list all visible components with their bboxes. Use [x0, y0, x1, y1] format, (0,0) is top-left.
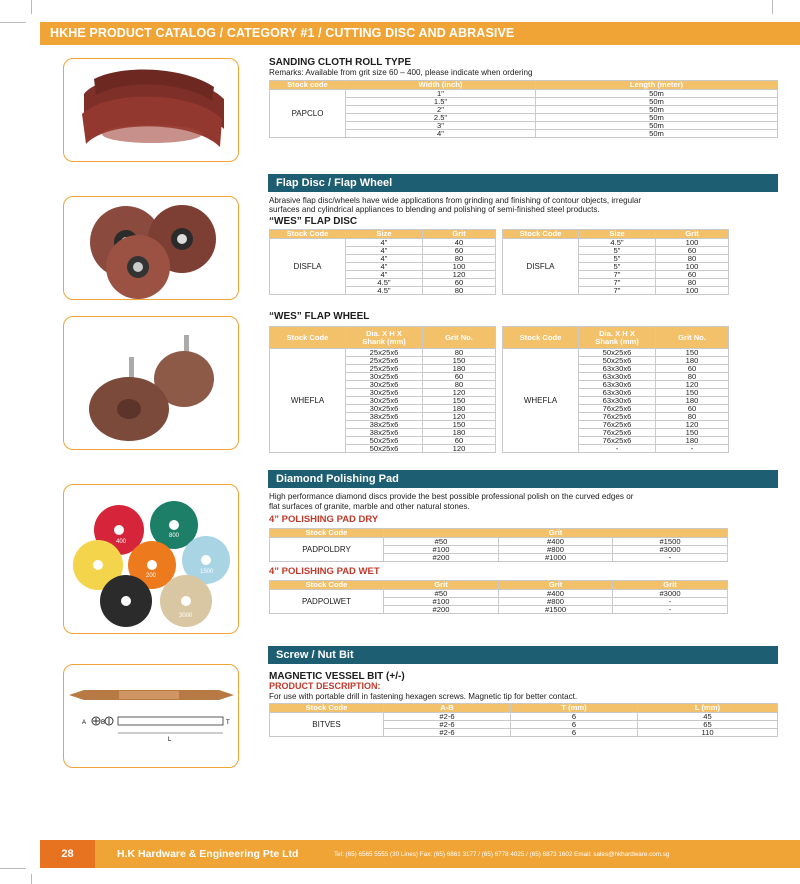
- table-cell: 80: [656, 279, 729, 287]
- table-cell: 4": [346, 263, 423, 271]
- table-cell: 4": [346, 239, 423, 247]
- table-cell: 120: [423, 271, 496, 279]
- table-row: [270, 106, 778, 114]
- col-header: Grit: [384, 529, 728, 538]
- table-cell: 4": [346, 130, 536, 138]
- table-cell: 150: [423, 421, 496, 429]
- vessel-bit-desc: For use with portable drill in fastening hexagen screws. Magnetic tip for better contact.: [269, 692, 578, 701]
- flap-wheel-table-left: [269, 326, 496, 453]
- table-cell: 25x25x6: [346, 357, 423, 365]
- col-header: A-B: [384, 704, 511, 713]
- table-cell: 100: [656, 263, 729, 271]
- table-cell: 60: [656, 365, 729, 373]
- diamond-pad-photo: [63, 484, 239, 634]
- col-header: Stock Code: [270, 704, 384, 713]
- flap-wheel-photo: [63, 316, 239, 450]
- sanding-remarks: Remarks: Available from grit size 60 – 400, please indicate when ordering: [269, 68, 533, 77]
- diagram-label: A: [82, 720, 87, 726]
- table-cell: 4": [346, 247, 423, 255]
- sanding-table: [269, 80, 778, 138]
- table-row: [270, 98, 778, 106]
- table-cell: 30x25x6: [346, 397, 423, 405]
- section-bar-flap: Flap Disc / Flap Wheel: [268, 174, 778, 192]
- dry-title: 4” POLISHING PAD DRY: [269, 514, 379, 525]
- table-cell: #50: [384, 590, 499, 598]
- table-cell: #1000: [499, 554, 613, 562]
- wet-table: [269, 580, 728, 614]
- table-cell: 50m: [536, 130, 778, 138]
- col-header: T (mm): [511, 704, 638, 713]
- pad-label: 800: [169, 533, 180, 539]
- table-cell: 4.5": [346, 279, 423, 287]
- table-cell: #1500: [613, 538, 728, 546]
- table-cell: 6: [511, 721, 638, 729]
- table-cell: 4.5": [579, 239, 656, 247]
- flap-disc-photo: [63, 196, 239, 300]
- table-cell: 50x25x6: [579, 349, 656, 357]
- table-cell: #200: [384, 554, 499, 562]
- table-cell: 7": [579, 279, 656, 287]
- table-cell: 25x25x6: [346, 349, 423, 357]
- table-cell: 2": [346, 106, 536, 114]
- flap-desc-2: surfaces and cylindrical appliances to blending and polishing of semi-finished steel products.: [269, 205, 600, 214]
- stock-code-cell: PADPOLWET: [270, 590, 384, 614]
- table-cell: 5": [579, 255, 656, 263]
- flap-wheel-title: “WES” FLAP WHEEL: [269, 311, 370, 322]
- vessel-bit-photo: [63, 664, 239, 768]
- col-header: Grit: [499, 581, 613, 590]
- table-cell: 80: [656, 255, 729, 263]
- col-header: Stock Code: [270, 230, 346, 239]
- table-cell: 120: [656, 421, 729, 429]
- vessel-bit-table: [269, 703, 778, 737]
- table-cell: #200: [384, 606, 499, 614]
- diagram-label: T: [226, 720, 230, 726]
- table-cell: #2-6: [384, 729, 511, 737]
- table-cell: #2-6: [384, 721, 511, 729]
- table-cell: 80: [423, 255, 496, 263]
- table-cell: 5": [579, 247, 656, 255]
- table-cell: 60: [656, 247, 729, 255]
- flap-desc-1: Abrasive flap disc/wheels have wide applications from grinding and finishing of contour objects, irregular: [269, 196, 642, 205]
- stock-code-cell: WHEFLA: [503, 349, 579, 453]
- table-cell: 4": [346, 271, 423, 279]
- table-cell: 120: [423, 445, 496, 453]
- sanding-title: SANDING CLOTH ROLL TYPE: [269, 57, 412, 68]
- table-cell: 1": [346, 90, 536, 98]
- table-cell: #3000: [613, 590, 728, 598]
- table-cell: 60: [656, 405, 729, 413]
- table-cell: 7": [579, 271, 656, 279]
- table-cell: 38x25x6: [346, 413, 423, 421]
- section-bar-screw: Screw / Nut Bit: [268, 646, 778, 664]
- table-row: [270, 130, 778, 138]
- table-cell: 100: [656, 239, 729, 247]
- col-header: Size: [346, 230, 423, 239]
- col-header: Dia. X H X: [366, 328, 402, 338]
- col-header: Stock Code: [503, 327, 579, 349]
- table-cell: 3": [346, 122, 536, 130]
- table-cell: 80: [423, 349, 496, 357]
- stock-code-cell: BITVES: [270, 713, 384, 737]
- product-desc-label: PRODUCT DESCRIPTION:: [269, 681, 381, 691]
- page-number: 28: [40, 840, 95, 868]
- table-row: [270, 122, 778, 130]
- col-header: Shank (mm): [595, 336, 639, 346]
- section-bar-diamond: Diamond Polishing Pad: [268, 470, 778, 488]
- table-cell: 63x30x6: [579, 373, 656, 381]
- table-row: [270, 713, 778, 721]
- table-cell: 180: [656, 437, 729, 445]
- col-header: Stock Code: [270, 581, 384, 590]
- table-cell: 150: [656, 349, 729, 357]
- table-cell: 80: [656, 373, 729, 381]
- table-cell: #400: [499, 538, 613, 546]
- col-header: Grit: [613, 581, 728, 590]
- table-row: [270, 114, 778, 122]
- table-cell: 150: [423, 357, 496, 365]
- crop-mark: [772, 0, 773, 14]
- table-cell: 120: [423, 413, 496, 421]
- table-cell: 30x25x6: [346, 381, 423, 389]
- table-cell: 1.5": [346, 98, 536, 106]
- crop-mark: [31, 874, 32, 884]
- table-cell: #100: [384, 598, 499, 606]
- pad-label: 3000: [179, 613, 193, 619]
- table-cell: 110: [638, 729, 778, 737]
- table-cell: 80: [423, 287, 496, 295]
- pad-label: 400: [116, 539, 127, 545]
- flap-disc-table-right: [502, 229, 729, 295]
- table-cell: 30x25x6: [346, 373, 423, 381]
- table-cell: 180: [423, 405, 496, 413]
- table-cell: 50x25x6: [579, 357, 656, 365]
- dry-table: [269, 528, 728, 562]
- table-row: [270, 590, 728, 598]
- table-cell: 63x30x6: [579, 389, 656, 397]
- col-header: Width (inch): [346, 81, 536, 90]
- table-cell: 2.5": [346, 114, 536, 122]
- diagram-label: L: [168, 737, 172, 743]
- col-header: Stock code: [270, 81, 346, 90]
- table-cell: 150: [423, 397, 496, 405]
- table-cell: #2-6: [384, 713, 511, 721]
- table-cell: 100: [423, 263, 496, 271]
- col-header: Shank (mm): [362, 336, 406, 346]
- table-cell: 76x25x6: [579, 413, 656, 421]
- table-cell: 30x25x6: [346, 405, 423, 413]
- table-cell: 4": [346, 255, 423, 263]
- table-cell: 60: [423, 373, 496, 381]
- table-cell: #400: [499, 590, 613, 598]
- table-cell: #50: [384, 538, 499, 546]
- table-cell: -: [613, 554, 728, 562]
- flap-disc-table-left: [269, 229, 496, 295]
- table-cell: 80: [656, 413, 729, 421]
- flap-wheel-table-right: [502, 326, 729, 453]
- crop-mark: [0, 868, 26, 869]
- wet-title: 4” POLISHING PAD WET: [269, 566, 380, 577]
- col-header: Dia. X H X: [599, 328, 635, 338]
- contact-info: Tel: (65) 6565 5555 (30 Lines) Fax: (65) 6861 3177 / (65) 6778 4025 / (65) 6873 1602 Email: sales@hkhardware.com.sg: [334, 851, 670, 858]
- table-cell: #100: [384, 546, 499, 554]
- table-cell: 180: [656, 357, 729, 365]
- col-header: L (mm): [638, 704, 778, 713]
- table-cell: 60: [423, 247, 496, 255]
- table-cell: 76x25x6: [579, 429, 656, 437]
- table-cell: -: [579, 445, 656, 453]
- table-cell: 80: [423, 381, 496, 389]
- table-cell: 76x25x6: [579, 421, 656, 429]
- table-cell: 150: [656, 429, 729, 437]
- table-cell: 60: [656, 271, 729, 279]
- stock-code-cell: PADPOLDRY: [270, 538, 384, 562]
- table-cell: 150: [656, 389, 729, 397]
- table-cell: 50m: [536, 98, 778, 106]
- table-cell: 63x30x6: [579, 381, 656, 389]
- table-cell: 40: [423, 239, 496, 247]
- sanding-roll-photo: [63, 58, 239, 162]
- col-header: Size: [579, 230, 656, 239]
- table-row: [270, 90, 778, 98]
- table-cell: 30x25x6: [346, 389, 423, 397]
- col-header: Grit No.: [656, 327, 729, 349]
- stock-code-cell: PAPCLO: [270, 90, 346, 138]
- table-cell: 50m: [536, 122, 778, 130]
- crop-mark: [31, 0, 32, 14]
- stock-code-cell: DISFLA: [503, 239, 579, 295]
- table-cell: #800: [499, 546, 613, 554]
- crop-mark: [0, 22, 26, 23]
- company-name: H.K Hardware & Engineering Pte Ltd: [117, 848, 299, 860]
- table-cell: 180: [423, 429, 496, 437]
- diamond-desc-1: High performance diamond discs provide the best possible professional polish on the curved edges or: [269, 492, 634, 501]
- table-cell: #3000: [613, 546, 728, 554]
- table-cell: 6: [511, 713, 638, 721]
- table-cell: 60: [423, 279, 496, 287]
- col-header: Grit: [423, 230, 496, 239]
- table-cell: 50m: [536, 106, 778, 114]
- table-cell: 50m: [536, 90, 778, 98]
- table-cell: 65: [638, 721, 778, 729]
- table-cell: -: [656, 445, 729, 453]
- table-cell: 76x25x6: [579, 437, 656, 445]
- col-header: Grit: [656, 230, 729, 239]
- flap-disc-title: “WES” FLAP DISC: [269, 216, 358, 227]
- col-header: Stock Code: [270, 327, 346, 349]
- table-cell: #1500: [499, 606, 613, 614]
- table-cell: 25x25x6: [346, 365, 423, 373]
- table-cell: 50m: [536, 114, 778, 122]
- page-header: HKHE PRODUCT CATALOG / CATEGORY #1 / CUTTING DISC AND ABRASIVE: [40, 22, 800, 45]
- table-cell: 180: [656, 397, 729, 405]
- table-cell: 50x25x6: [346, 445, 423, 453]
- table-cell: 38x25x6: [346, 429, 423, 437]
- table-cell: 4.5": [346, 287, 423, 295]
- table-cell: 76x25x6: [579, 405, 656, 413]
- col-header: Length (meter): [536, 81, 778, 90]
- col-header: Grit No.: [423, 327, 496, 349]
- col-header: Grit: [384, 581, 499, 590]
- diamond-desc-2: flat surfaces of granite, marble and other natural stones.: [269, 502, 470, 511]
- table-cell: 50x25x6: [346, 437, 423, 445]
- table-cell: 60: [423, 437, 496, 445]
- table-cell: 5": [579, 263, 656, 271]
- table-cell: 45: [638, 713, 778, 721]
- table-cell: 63x30x6: [579, 397, 656, 405]
- table-cell: -: [613, 598, 728, 606]
- vessel-bit-title: MAGNETIC VESSEL BIT (+/-): [269, 671, 405, 682]
- table-cell: 120: [656, 381, 729, 389]
- col-header: Stock Code: [270, 529, 384, 538]
- table-cell: 38x25x6: [346, 421, 423, 429]
- table-cell: #800: [499, 598, 613, 606]
- diagram-label: B: [101, 720, 106, 726]
- table-cell: 120: [423, 389, 496, 397]
- pad-label: 200: [146, 573, 157, 579]
- table-cell: -: [613, 606, 728, 614]
- table-cell: 100: [656, 287, 729, 295]
- col-header: Stock Code: [503, 230, 579, 239]
- table-cell: 7": [579, 287, 656, 295]
- table-cell: 63x30x6: [579, 365, 656, 373]
- stock-code-cell: WHEFLA: [270, 349, 346, 453]
- table-cell: 180: [423, 365, 496, 373]
- stock-code-cell: DISFLA: [270, 239, 346, 295]
- pad-label: 1500: [200, 569, 214, 575]
- table-cell: 6: [511, 729, 638, 737]
